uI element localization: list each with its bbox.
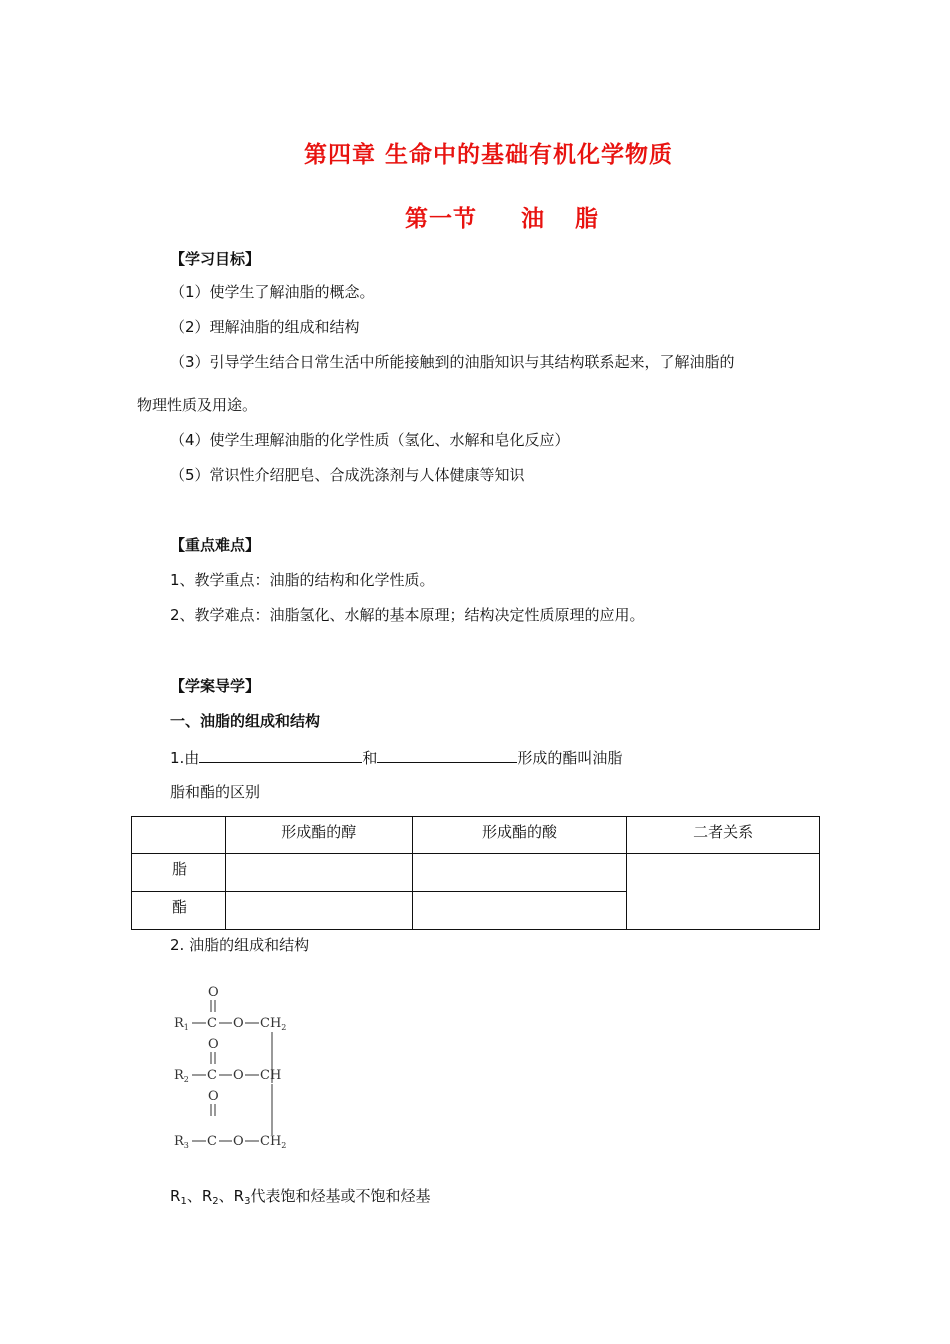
r-group-label: $R_3$ bbox=[174, 1134, 189, 1150]
carbonyl-oxygen: O bbox=[208, 1037, 219, 1052]
guide-heading: 【学案导学】 bbox=[170, 677, 261, 695]
key-point-item: 2、教学难点：油脂氢化、水解的基本原理；结构决定性质原理的应用。 bbox=[170, 606, 645, 624]
objective-item: （3）引导学生结合日常生活中所能接触到的油脂知识与其结构联系起来，了解油脂的 bbox=[170, 353, 735, 371]
objective-item: （2）理解油脂的组成和结构 bbox=[170, 318, 360, 336]
carbon-atom: C bbox=[207, 1068, 217, 1083]
section-number: 第一节 bbox=[405, 206, 477, 232]
comparison-table bbox=[131, 816, 820, 930]
ch2-group: $CH_2$ bbox=[260, 1134, 287, 1150]
q1-and: 和 bbox=[362, 749, 378, 767]
table-header-cell: 形成酯的醇 bbox=[225, 817, 412, 854]
table-header-cell: 形成酯的酸 bbox=[412, 817, 627, 854]
triglyceride-formula bbox=[172, 983, 312, 1153]
objective-item: （1）使学生了解油脂的概念。 bbox=[170, 283, 375, 301]
objective-item-continued: 物理性质及用途。 bbox=[137, 396, 258, 414]
answer-blank-2[interactable] bbox=[377, 746, 517, 763]
answer-blank-1[interactable] bbox=[199, 746, 362, 763]
table-row-label: 脂 bbox=[132, 854, 226, 892]
ester-group-2 bbox=[174, 1037, 281, 1084]
ester-oxygen: O bbox=[233, 1134, 244, 1149]
difference-label: 脂和酯的区别 bbox=[170, 783, 261, 801]
table-row bbox=[132, 854, 820, 892]
r-groups-note: $R_1$、$R_2$、$R_3$代表饱和烃基或不饱和烃基 bbox=[170, 1187, 431, 1207]
table-cell[interactable] bbox=[225, 892, 412, 930]
r-group-label: $R_2$ bbox=[174, 1068, 189, 1084]
carbon-atom: C bbox=[207, 1134, 217, 1149]
key-points-heading: 【重点难点】 bbox=[170, 536, 261, 554]
table-cell[interactable] bbox=[412, 892, 627, 930]
table-cell-relation[interactable] bbox=[627, 854, 820, 930]
r-group-label: $R_1$ bbox=[174, 1016, 189, 1032]
q1-suffix: 形成的酯叫油脂 bbox=[517, 749, 623, 767]
ester-oxygen: O bbox=[233, 1068, 244, 1083]
table-row-label: 酯 bbox=[132, 892, 226, 930]
table-header-cell: 二者关系 bbox=[627, 817, 820, 854]
objective-item: （4）使学生理解油脂的化学性质（氢化、水解和皂化反应） bbox=[170, 431, 570, 449]
ester-group-3 bbox=[174, 1089, 286, 1150]
carbon-atom: C bbox=[207, 1016, 217, 1031]
ester-group-1 bbox=[174, 985, 286, 1032]
ch2-group: $CH_2$ bbox=[260, 1016, 287, 1032]
question-1 bbox=[170, 746, 622, 768]
key-point-item: 1、教学重点：油脂的结构和化学性质。 bbox=[170, 571, 435, 589]
carbonyl-oxygen: O bbox=[208, 985, 219, 1000]
objective-item: （5）常识性介绍肥皂、合成洗涤剂与人体健康等知识 bbox=[170, 466, 525, 484]
carbonyl-oxygen: O bbox=[208, 1089, 219, 1104]
table-header-cell bbox=[132, 817, 226, 854]
objectives-heading: 【学习目标】 bbox=[170, 250, 261, 268]
guide-subheading: 一、油脂的组成和结构 bbox=[170, 712, 321, 730]
question-2: 2. 油脂的组成和结构 bbox=[170, 936, 310, 954]
table-cell[interactable] bbox=[225, 854, 412, 892]
table-header-row bbox=[132, 817, 820, 854]
q1-prefix: 1.由 bbox=[170, 749, 200, 767]
ch-group: CH bbox=[260, 1068, 282, 1083]
chapter-title: 第四章 生命中的基础有机化学物质 bbox=[304, 142, 674, 168]
section-name: 油 脂 bbox=[521, 206, 602, 232]
table-cell[interactable] bbox=[412, 854, 627, 892]
ester-oxygen: O bbox=[233, 1016, 244, 1031]
